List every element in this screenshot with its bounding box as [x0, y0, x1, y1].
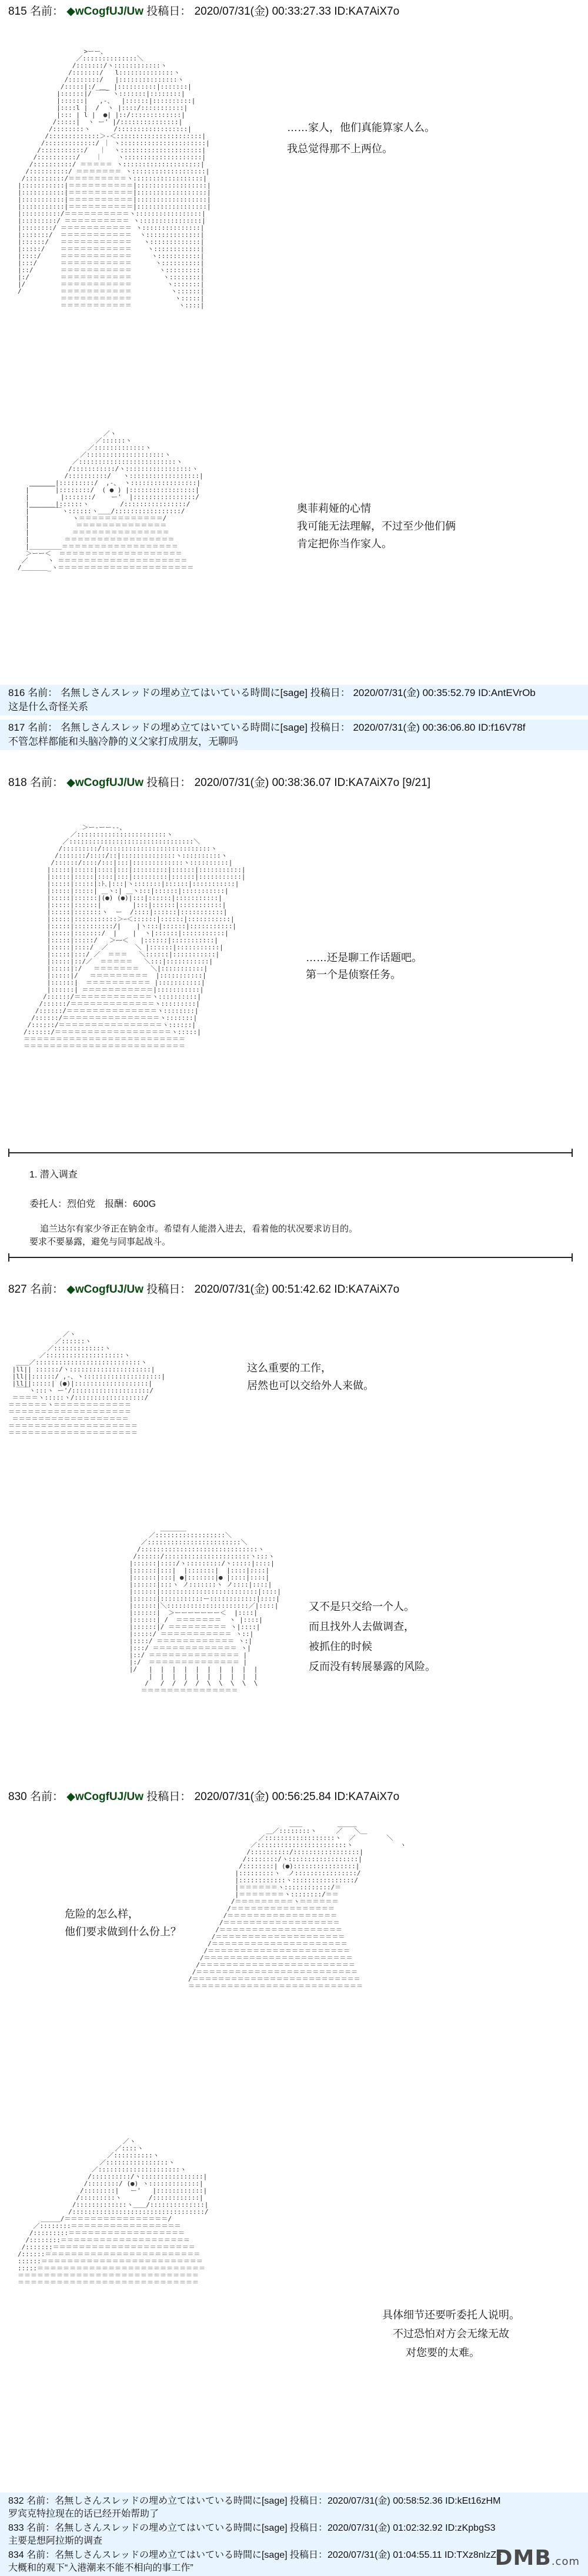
date-label: 投稿日： [146, 1283, 192, 1296]
reply-comment: 大概和的观下“入港潮来不能不相向的事工作” [8, 2563, 193, 2573]
ascii-art-figure: ＿＿ ＿＿＿ ＿／::::::::ヽ ／ ＼＿ ／::::::::::::::::::ヽ ／ ＼ ／:::::::::::::::::::::::ヽ ヽ /::::::::::/:::::::::::::::::| /::::::::/ヽ::::::::::::::::::| /::::::::| (●)::::::::::::::::| |:::::::::ヽ ノ::::::::::::::::/ |::::::::::::ヽ::::::::::::::::/ |＝＝＝＝＝＝ヽ::::::::::::/＝ |＝＝＝＝＝＝＝ヽ::::::::/＝＝ /＝＝＝＝＝＝＝＝＝ヽ＝＝＝＝＝＝ /＝＝＝＝＝＝＝＝＝＝＝＝＝＝＝＝ /＝＝＝＝＝＝＝＝＝＝＝＝＝＝＝＝＝ /＝＝＝＝＝＝＝＝＝＝＝＝＝＝＝＝＝＝ /＝＝＝＝＝＝＝＝＝＝＝＝＝＝＝＝＝＝＝ /＝＝＝＝＝＝＝＝＝＝＝＝＝＝＝＝＝＝＝＝ /＝＝＝＝＝＝＝＝＝＝＝＝＝＝＝＝＝＝＝＝＝ /＝＝＝＝＝＝＝＝＝＝＝＝＝＝＝＝＝＝＝＝＝＝ /＝＝＝＝＝＝＝＝＝＝＝＝＝＝＝＝＝＝＝＝＝＝＝ /＝＝＝＝＝＝＝＝＝＝＝＝＝＝＝＝＝＝＝＝＝＝＝＝ /＝＝＝＝＝＝＝＝＝＝＝＝＝＝＝＝＝＝＝＝＝＝＝＝＝ /＝＝＝＝＝＝＝＝＝＝＝＝＝＝＝＝＝＝＝＝＝＝＝＝＝＝ ＝＝＝＝＝＝＝＝＝＝＝＝＝＝＝＝＝＝＝＝＝＝＝＝＝＝＝ [188, 1820, 406, 1990]
poster-id[interactable]: ID:AntEVrOb [478, 687, 536, 698]
box-top-divider [8, 1152, 573, 1153]
poster-id[interactable]: ID:KA7AiX7o [9/21] [334, 777, 430, 789]
reply-header: 833 名前：名無しさんスレッドの埋め立てはいている時間に[sage] 投稿日：2020/07/31(金) 01:02:32.92 ID:zKpbgS3 [8, 2523, 496, 2533]
reply-816 [0, 685, 588, 715]
speech-line: 对您要的太难。 [406, 2347, 480, 2358]
speech-line: ……还是聊工作话题吧。 [306, 952, 422, 964]
name-label: 名前： [29, 1283, 64, 1296]
post-header [8, 686, 536, 700]
speech-line: 这么重要的工作， [247, 1362, 332, 1374]
speech-line: 第一个是侦察任务。 [306, 969, 401, 981]
speech-line: 肯定把你当作家人。 [297, 538, 392, 550]
request-title: 1. 潜入调查 [29, 1170, 78, 1180]
post-header [8, 776, 430, 790]
speech-line: 奥菲莉娅的心情 [297, 503, 371, 514]
post-header [8, 1790, 399, 1804]
name-label: 名前： [28, 722, 58, 733]
post-number: 815 [8, 5, 27, 18]
speech-line: ……家人，他们真能算家人么。 [287, 122, 435, 133]
post-number: 827 [8, 1283, 27, 1296]
box-bottom-divider [8, 1257, 573, 1258]
reply-834 [8, 2549, 502, 2575]
poster-id[interactable]: ID:KA7AiX7o [334, 5, 400, 18]
ascii-art-figure: ＿＿＿＿ ／::::::::::::::::::＼ ／::::::::::::::::::::::::＼ /::::::::::::::::::::::::::::::ヽ /::::::/::::::::::::::::::::::ヽ:::ヽ |::::::|::::/ヽ:::::::::/ヽ:::::|::::| |::::::|:::| |:::::::| |::::|::::| |::::::|:::| ●|:::::::|● |::::|::::| |::::::|:::ヽ ノ:::::::ヽ ノ::::|::::| |::::::|:::::::::::::::::::::::::|::::| |::::::|:::::::::::ー::::::::::::|::::| |::::::|＼:::::::::::::::::::::／|::::| |::::::| ＞ーーーーーーー＜ |::::| |::::::| / ＝＝＝＝＝＝＝ ヽ |::::| |::::::|/ ＝＝＝＝＝＝＝＝＝ ヽ|::::| |:::::/ ＝＝＝＝＝＝＝＝＝＝＝ ヽ::| |::::/ ＝＝＝＝＝＝＝＝＝＝＝＝ ヽ:| |:::/ ＝＝＝＝＝＝＝＝＝＝＝＝＝ ヽ| |::/ ＝＝＝＝＝＝＝＝＝＝＝＝＝＝ | |:/ ＝＝＝＝＝＝＝＝＝＝＝＝＝＝ | |/ | | | | | | | | | | | | | | | | | | | | / / / / / \ \ \ \ \ ＝＝＝＝＝＝＝＝＝＝＝＝＝＝＝ [129, 1524, 282, 1694]
ascii-art-figure: ／ヽ ／::::::ヽ ／:::::::::::::ヽ ／::::::::::::::::::::ヽ ／:::::::::::::::::::::::::ヽ /:::::::::::/ヽ:::::::::::::::::ヽ /::::::::::/ ヽ::::::::::::::::::| ＿＿＿＿|:::::::::/ ,-、 ヽ:::::::::::::::::| |￣￣￣￣|::::::::/ ( ● ) |:::::::::::::::::| | |:::::::/ ー' |::::::::::::::::/ |＿＿＿＿|::::::ヽ /::::::::::::::::/ |￣￣￣￣￣ヽ::::::ヽ＿＿/:::::::::::::::::/ | ヽ＝＝＝＝＝＝＝＝＝＝＝＝＝/ | ＝＝＝＝＝＝＝＝＝＝＝＝＝＝ | ＝＝＝＝＝＝＝＝＝＝＝＝＝＝＝ | ＝＝＝＝＝＝＝＝＝＝＝＝＝＝＝＝＝ |＿＿＿＿＿＝＝＝＝＝＝＝＝＝＝＝＝＝＝＝＝＝＝ ＞ーー＜ ＝＝＝＝＝＝＝＝＝＝＝＝＝＝＝＝＝＝＝ ／ ヽ ＝＝＝＝＝＝＝＝＝＝＝＝＝＝＝＝＝＝＝＝ /＿＿＿＿_ヽ＝＝＝＝＝＝＝＝＝＝＝＝＝＝＝＝＝＝＝＝＝ [18, 430, 203, 571]
box-divider-tick [8, 1253, 9, 1262]
reply-817 [0, 720, 588, 750]
post-date: 2020/07/31(金) 00:38:36.07 [194, 777, 331, 789]
post-header [8, 1283, 399, 1297]
ascii-art-figure: ＞ー‐ーー‐‐、 ／:::::::::::::::::::::::ヽ ／::::::::::::::::::::::::::::::::＼ /:::::::::/::::::::::::::::::::::::::::ヽ /:::::::/::::/::|::::::::::::::ヽ::::::::::ヽ /::::::/::::/:::|:::|:::::::::::::ヽ::::::::::| |:::::|:::::|::::|:::|:::::::::|::::::|:::::::::::| |:::::|:::::|::::|:::|:::::::::|::::::|:::::::::::| |:::::|:::::|:ﾄ､|:::|ヽ:::::::|::::::|:::::::::::| |:::::|:::::| ＿ヽ:| ＿ヽ:::|::::::|:::::::::::| |:::::|::::::|(●) (●)|:::|::::::|:::::::::::| |:::::|::::::| |:::|::::::|:::::::::::| |:::::|:::::::ヽ ー /::::|::::::|:::::::::::| |:::::|:::::::::::＞ｰ＜::::::|::::::|:::::::::::| |:::::|::::::::::/| |ヽ:::|::::::|:::::::::::| |:::::|:::::::/ | | ヽ|::::::|:::::::::::| |:::::|:::::/ ＞ｰｰ＜ |::::::|:::::::::::| |:::::|::::/ ／ ＼ |::::::|:::::::::::| |:::::|:::/ ／ ＝＝＝ ＼::::::|:::::::::::| |:::::|::/／ ＝＝＝＝＝ ＼:::|:::::::::::| |:::::|:/ ＝＝＝＝＝＝＝ ＼|:::::::::::| |:::::|/ ＝＝＝＝＝＝＝＝＝ |:::::::::::| |::::::| ＝＝＝＝＝＝＝＝＝＝ |:::::::::::| |::::::| ＝＝＝＝＝＝＝＝＝＝＝|:::::::::::| /::::::/＝＝＝＝＝＝＝＝＝＝＝＝ヽ::::::::::| /::::::/＝＝＝＝＝＝＝＝＝＝＝＝＝ヽ:::::::::| /::::::/＝＝＝＝＝＝＝＝＝＝＝＝＝＝ヽ::::::::| /::::::/＝＝＝＝＝＝＝＝＝＝＝＝＝＝＝ヽ:::::::| /::::::/＝＝＝＝＝＝＝＝＝＝＝＝＝＝＝＝ヽ::::::| /::::::/＝＝＝＝＝＝＝＝＝＝＝＝＝＝＝＝＝＝ヽ:::::| ＝＝＝＝＝＝＝＝＝＝＝＝＝＝＝＝＝＝＝＝＝＝＝＝＝ ＝＝＝＝＝＝＝＝＝＝＝＝＝＝＝＝＝＝＝＝＝＝＝＝＝ [24, 824, 246, 1050]
poster-id[interactable]: ID:f16V78f [478, 722, 526, 733]
poster-name: 名無しさんスレッドの埋め立てはいている時間に[sage] [60, 722, 308, 733]
ascii-art-figure: >ーー、 ／::::::::::::::＼ /:::::::/ヽ::::::::::::ヽ /:::::::/ l::::::::::::::ヽ /::::::::/ |:::::::::::::::ヽ /:::::|:/ ＿_ |::::::::::|:::::::| |::::::|/ ￣￣ ヽ:::::::|::::::::| |::::::| ,-、 |::::::|::::::::::| |::::l | / ヽ |::::/:::::::::::| |::: | l | ●| |::/:::::::::::::| /:::::| ヽ ー' |/:::::::::::::::| /::::::::ヽ /::::::::::::::::::| /:::::::::::::＞-＜::::::::::::::::::::::| /:::::::::::::/ ｜ ヽ::::::::::::::::::::::| /:::::::::::/ ｜ ヽ:::::::::::::::::::::| /::::::::::/ ｜ ヽ::::::::::::::::::::| /::::::::::/ ＝＝＝＝＝ ヽ::::::::::::::::::::| /::::::::::/ ＝＝＝＝＝＝＝ ヽ:::::::::::::::::::| /::::::::::/＝＝＝＝＝＝＝＝＝ヽ::::::::::::::::::| |:::::::::::|＝＝＝＝＝＝＝＝＝＝|::::::::::::::::::| |:::::::::::|＝＝＝＝＝＝＝＝＝＝|::::::::::::::::::| |:::::::::::|＝＝＝＝＝＝＝＝＝＝|::::::::::::::::::| |:::::::::::|＝＝＝＝＝＝＝＝＝＝|::::::::::::::::::| |::::::::::/＝＝＝＝＝＝＝＝＝＝ヽ:::::::::::::::::| |:::::::::/ ＝＝＝＝＝＝＝＝＝＝ ヽ::::::::::::::::| |::::::::/ ＝＝＝＝＝＝＝＝＝＝＝ ヽ:::::::::::::::| |:::::::/ ＝＝＝＝＝＝＝＝＝＝＝ ヽ::::::::::::::| |::::::/ ＝＝＝＝＝＝＝＝＝＝＝ ヽ:::::::::::::| |:::::/ ＝＝＝＝＝＝＝＝＝＝＝ ヽ::::::::::::| |::::/ ＝＝＝＝＝＝＝＝＝＝＝ ヽ:::::::::::| |:::/ ＝＝＝＝＝＝＝＝＝＝＝ ヽ::::::::::| |::/ ＝＝＝＝＝＝＝＝＝＝＝ ヽ:::::::::| |:/ ＝＝＝＝＝＝＝＝＝＝＝ ヽ::::::::| |/ ＝＝＝＝＝＝＝＝＝＝＝ ヽ:::::::| / ＝＝＝＝＝＝＝＝＝＝＝ ヽ::::::| ＝＝＝＝＝＝＝＝＝＝＝ ヽ:::::| ＝＝＝＝＝＝＝＝＝＝＝ ヽ::::| [18, 48, 211, 309]
date-label: 投稿日： [146, 777, 192, 789]
speech-line: 我总觉得那不上两位。 [287, 143, 393, 155]
reply-833 [8, 2522, 496, 2548]
reply-comment: 不管怎样都能和头脑冷静的义父家打成朋友，无聊吗 [8, 736, 238, 747]
date-label: 投稿日： [146, 1791, 192, 1803]
post-number: 816 [8, 687, 25, 698]
speech-line: 危险的怎么样， [65, 1908, 139, 1920]
date-label: 投稿日： [310, 687, 350, 698]
poster-trip[interactable]: ◆wCogfUJ/Uw [66, 1283, 143, 1296]
reply-header: 832 名前：名無しさんスレッドの埋め立てはいている時間に[sage] 投稿日：2020/07/31(金) 00:58:52.36 ID:kEt16zHM [8, 2496, 501, 2506]
post-number: 830 [8, 1791, 27, 1803]
speech-line: 反而没有转展暴露的风险。 [309, 1661, 436, 1672]
ascii-art-figure: ／ヽ ／::::ヽ ／::::::::::ヽ ／::::::::::::::::ヽ ／:::::::::::::::::::::ヽ /::::::::::/ヽ::::::::::::::::| /::::::::/ (●) ヽ:::::::::::::| /::::::::| ー' |::::::::::::| /:::::::::ヽ /::::::::::::| /:::::::::::::ヽ＿＿/::::::::::::::| /::::::::::::::::::::::::::::::::::/ ＿＿＿/＝＝＝＝＝＝＝＝＝＝＝＝＝＝＝＝/ ／::::::::＝＝＝＝＝＝＝＝＝＝＝＝＝＝＝＝＝ /:::::::::＝＝＝＝＝＝＝＝＝＝＝＝＝＝＝＝＝＝ /::::::::＝＝＝＝＝＝＝＝＝＝＝＝＝＝＝＝＝＝＝＝ /:::::::＝＝＝＝＝＝＝＝＝＝＝＝＝＝＝＝＝＝＝＝＝＝ /::::::＝＝＝＝＝＝＝＝＝＝＝＝＝＝＝＝＝＝＝＝＝＝＝＝ ::::::＝＝＝＝＝＝＝＝＝＝＝＝＝＝＝＝＝＝＝＝＝＝＝＝＝ :::::＝＝＝＝＝＝＝＝＝＝＝＝＝＝＝＝＝＝＝＝＝＝＝＝＝＝ ＝＝＝＝＝＝＝＝＝＝＝＝＝＝＝＝＝＝＝＝＝＝＝＝＝＝＝＝ ＝＝＝＝＝＝＝＝＝＝＝＝＝＝＝＝＝＝＝＝＝＝＝＝＝＝＝＝ [18, 2137, 209, 2286]
speech-line: 具体细节还要听委托人说明。 [382, 2309, 520, 2321]
date-label: 投稿日： [310, 722, 350, 733]
speech-line: 他们要求做到什么份上？ [65, 1926, 181, 1938]
post-number: 817 [8, 722, 25, 733]
reply-comment: 主要是想阿拉斯的调查 [8, 2536, 103, 2546]
poster-name: 名無しさんスレッドの埋め立てはいている時間に[sage] [60, 687, 308, 698]
post-date: 2020/07/31(金) 00:33:27.33 [194, 5, 331, 18]
box-divider-tick [8, 1149, 9, 1157]
reply-header: 834 名前：名無しさんスレッドの埋め立てはいている時間に[sage] 投稿日：2020/07/31(金) 01:04:55.11 ID:TXz8nlzZ+ [8, 2550, 502, 2560]
poster-trip[interactable]: ◆wCogfUJ/Uw [66, 777, 143, 789]
ascii-art-figure: ／ヽ ／::::::ヽ ／:::::::::::::ヽ ／::::::::::::::::::::ヽ ＿＿／:::::::::::::::::::::::::::ヽ |ll|| ::::::/ヽ:::::::::::::::::::::| |ll||::::::/ ,-、ヽ::::::::::::::::::::| |ll||:::::| (●)|:::::::::::::::::::| ￣￣ヽ:::ヽ ー'/::::::::::::::::::::/ ＝＝＝＝ヽ:::::ヽ/::::::::::::::::::/ ＝＝＝＝＝＝ヽ＝＝＝＝＝＝＝＝＝＝＝＝ ＝＝＝＝＝＝＝＝＝＝＝＝＝＝＝＝＝＝＝ ＝＝＝＝＝＝＝＝＝＝＝＝＝＝＝＝＝＝ ＝＝＝＝＝＝＝＝＝＝＝＝＝＝＝＝＝＝＝＝ ＝＝＝＝＝＝＝＝＝＝＝＝＝＝＝＝＝＝＝＝ [8, 1330, 166, 1437]
post-date: 2020/07/31(金) 00:35:52.79 [353, 687, 476, 698]
request-detail: 要求不要暴露，避免与同事起战斗。 [29, 1237, 171, 1247]
poster-trip[interactable]: ◆wCogfUJ/Uw [66, 5, 143, 18]
post-header [8, 721, 525, 735]
speech-line: 不过恐怕对方会无缘无故 [393, 2328, 509, 2340]
speech-line: 居然也可以交给外人来做。 [247, 1380, 374, 1391]
date-label: 投稿日： [146, 5, 192, 18]
watermark-main: DMB [495, 2546, 552, 2570]
post-date: 2020/07/31(金) 00:56:25.84 [194, 1791, 331, 1803]
request-client: 委托人：烈伯党 报酬：600G [29, 1199, 156, 1209]
speech-line: 又不是只交给一个人。 [309, 1601, 415, 1612]
post-date: 2020/07/31(金) 00:51:42.62 [194, 1283, 331, 1296]
request-detail: 追兰达尔有家少爷正在钠金市。希望有人能潜入进去，看着他的状况要求访目的。 [40, 1224, 358, 1234]
post-date: 2020/07/31(金) 00:36:06.80 [353, 722, 476, 733]
post-818 [0, 776, 588, 1246]
reply-comment: 这是什么奇怪关系 [8, 701, 88, 712]
name-label: 名前： [29, 5, 64, 18]
site-watermark-logo [495, 2546, 580, 2570]
reply-832 [8, 2495, 500, 2521]
post-827 [0, 1283, 588, 1800]
name-label: 名前： [29, 1791, 64, 1803]
reply-comment: 罗宾克特拉现在的话已经开始帮助了 [8, 2509, 159, 2519]
speech-line: 被抓住的时候 [309, 1641, 372, 1652]
post-815 [0, 0, 588, 691]
poster-trip[interactable]: ◆wCogfUJ/Uw [66, 1791, 143, 1803]
name-label: 名前： [28, 687, 58, 698]
post-number: 818 [8, 777, 27, 789]
speech-line: 而且找外人去做调查， [309, 1621, 415, 1632]
speech-line: 我可能无法理解，不过至少他们俩 [297, 520, 456, 532]
watermark-sub: .com [551, 2555, 580, 2568]
post-830 [0, 1790, 588, 2490]
name-label: 名前： [29, 777, 64, 789]
post-header [8, 5, 399, 19]
poster-id[interactable]: ID:KA7AiX7o [334, 1283, 400, 1296]
box-divider-tick [572, 1253, 573, 1262]
box-divider-tick [572, 1149, 573, 1157]
poster-id[interactable]: ID:KA7AiX7o [334, 1791, 400, 1803]
